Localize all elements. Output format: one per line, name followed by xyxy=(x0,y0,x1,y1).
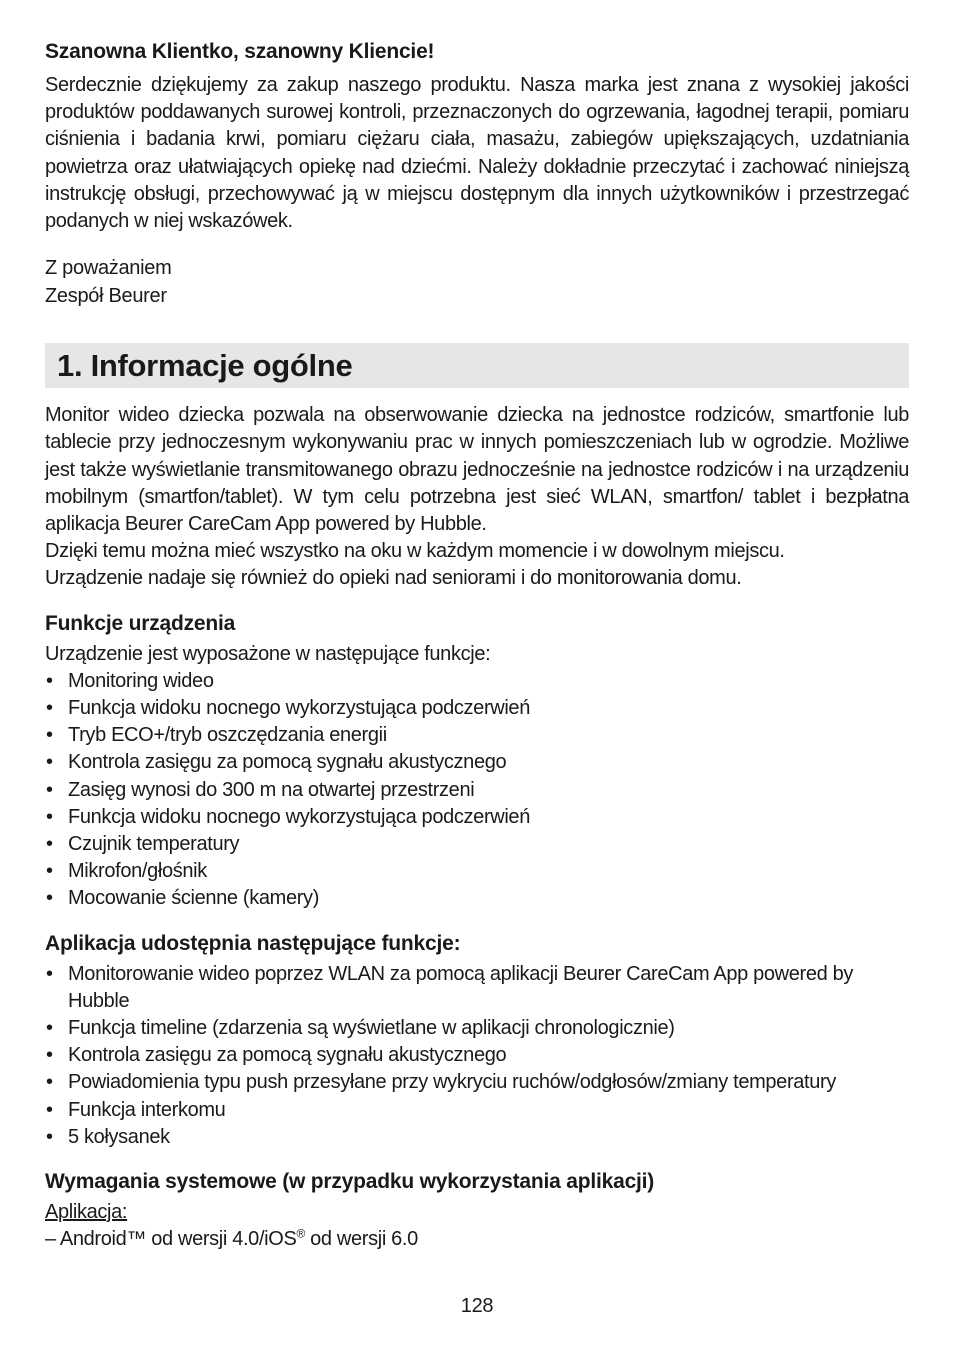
list-item: • Powiadomienia typu push przesyłane przy wykryciu ruchów/odgłosów/zmiany temperatury xyxy=(45,1069,909,1096)
list-item: • Zasięg wynosi do 300 m na otwartej przestrzeni xyxy=(45,777,909,804)
list-item: • 5 kołysanek xyxy=(45,1124,909,1151)
closing-line-team: Zespół Beurer xyxy=(45,284,167,307)
system-requirements-heading: Wymagania systemowe (w przypadku wykorzystania aplikacji) xyxy=(45,1170,655,1194)
intro-paragraph: Monitor wideo dziecka pozwala na obserwowanie dziecka na jednostce rodziców, smartfonie lub tablecie przy jednoczesnym wykonywaniu prac w innych pomieszczeniach lub w ogrodzie. Możliwe jest także wyświetlanie transmitowanego obrazu jednocześnie na jednostce rodziców i na urządzeniu mobilnym (smartfon/tablet). W tym celu potrzebna jest sieć WLAN, smartfon/ tablet i bezpłatna aplikacja Beurer CareCam App powered by Hubble. xyxy=(45,404,909,536)
intro-line-overview: Dzięki temu można mieć wszystko na oku w każdym momencie i w dowolnym miejscu. xyxy=(45,540,785,563)
list-item: • Monitorowanie wideo poprzez WLAN za pomocą aplikacji Beurer CareCam App powered by Hubble xyxy=(45,961,909,1015)
device-functions-heading: Funkcje urządzenia xyxy=(45,611,236,635)
os-requirement-suffix: od wersji 6.0 xyxy=(304,1228,418,1251)
list-item: • Kontrola zasięgu za pomocą sygnału akustycznego xyxy=(45,749,909,776)
page-number: 128 xyxy=(460,1295,494,1317)
os-requirement xyxy=(45,1226,909,1253)
list-item: • Funkcja timeline (zdarzenia są wyświetlane w aplikacji chronologicznie) xyxy=(45,1015,909,1042)
list-item: • Kontrola zasięgu za pomocą sygnału akustycznego xyxy=(45,1042,909,1069)
app-functions-list xyxy=(45,961,909,1151)
os-requirement-prefix: – Android™ od wersji 4.0/iOS xyxy=(45,1228,297,1251)
closing xyxy=(45,255,909,310)
closing-line-regards: Z poważaniem xyxy=(45,257,172,280)
device-functions-intro: Urządzenie jest wyposażone w następujące funkcje: xyxy=(45,642,491,665)
intro-line-seniors: Urządzenie nadaje się również do opieki nad seniorami i do monitorowania domu. xyxy=(45,567,742,590)
app-label: Aplikacja: xyxy=(45,1201,128,1224)
app-functions-heading: Aplikacja udostępnia następujące funkcje: xyxy=(45,931,461,955)
manual-page xyxy=(45,38,909,1254)
section-title: 1. Informacje ogólne xyxy=(57,347,353,383)
device-functions-list xyxy=(45,668,909,913)
registered-mark: ® xyxy=(296,1226,305,1241)
greeting-body: Serdecznie dziękujemy za zakup naszego produktu. Nasza marka jest znana z wysokiej jakości produktów poddawanych surowej kontroli, przeznaczonych do ogrzewania, łagodnej terapii, pomiaru ciśnienia i badania krwi, pomiaru ciężaru ciała, masażu, zabiegów upiększających, uzdatniania powietrza oraz ułatwiających opiekę nad dziećmi. Należy dokładnie przeczytać i zachować niniejszą instrukcję obsługi, przechowywać ją w miejscu dostępnym dla innych użytkowników i przestrzegać podanych w niej wskazówek. xyxy=(45,74,909,233)
section-intro xyxy=(45,402,909,592)
list-item: • Mocowanie ścienne (kamery) xyxy=(45,885,909,912)
list-item: • Czujnik temperatury xyxy=(45,831,909,858)
section-header-bar xyxy=(45,343,909,388)
list-item: • Funkcja interkomu xyxy=(45,1097,909,1124)
greeting-title: Szanowna Klientko, szanowny Kliencie! xyxy=(45,40,435,63)
list-item: • Funkcja widoku nocnego wykorzystująca podczerwień xyxy=(45,695,909,722)
list-item: • Tryb ECO+/tryb oszczędzania energii xyxy=(45,722,909,749)
list-item: • Mikrofon/głośnik xyxy=(45,858,909,885)
list-item: • Funkcja widoku nocnego wykorzystująca podczerwień xyxy=(45,804,909,831)
list-item: • Monitoring wideo xyxy=(45,668,909,695)
